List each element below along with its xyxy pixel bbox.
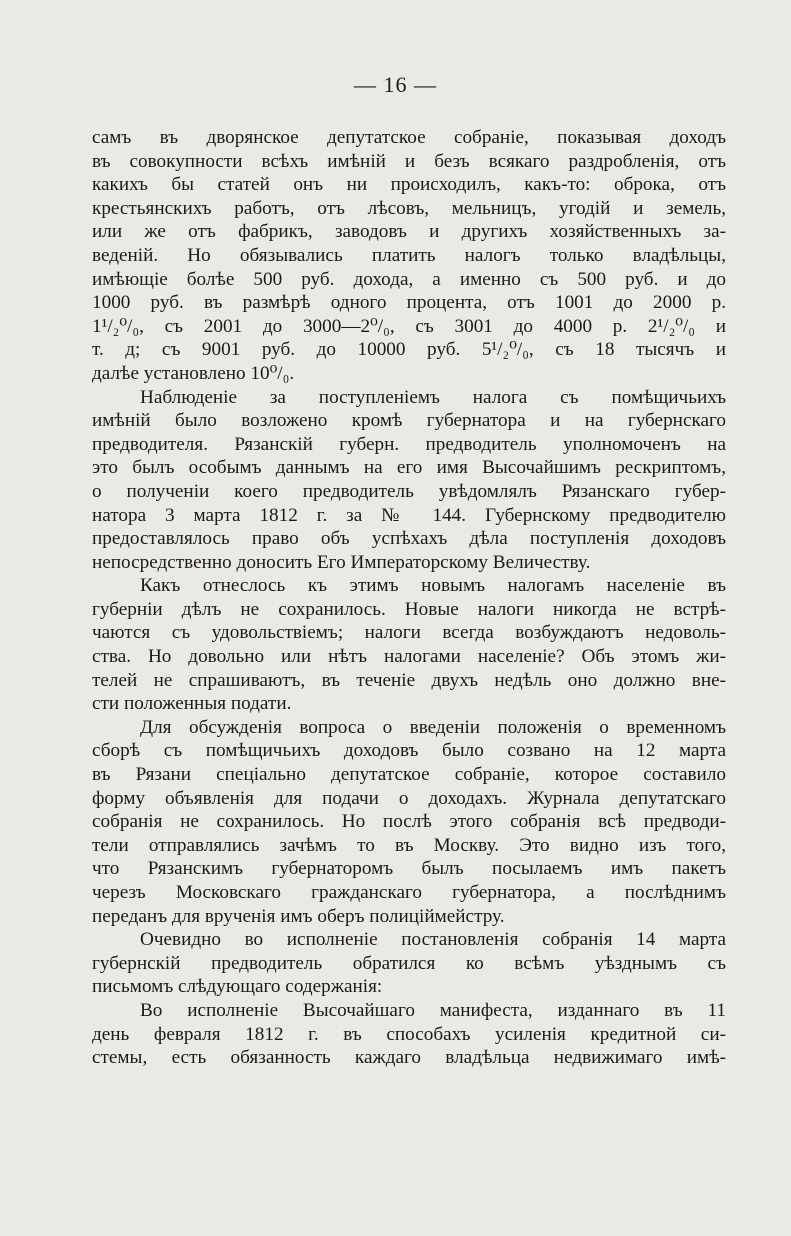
text-line: въ Рязани спеціально депутатское собраніе, которое составило: [92, 764, 726, 786]
paragraph: [92, 928, 726, 999]
text-line: предводителя. Рязанскій губерн. предводитель уполномоченъ на: [92, 433, 726, 455]
text-line: имѣющіе болѣе 500 руб. дохода, а именно съ 500 руб. и до: [92, 268, 726, 290]
paragraph: [92, 716, 726, 928]
text-line: тели отправлялись зачѣмъ то въ Москву. Это видно изъ того,: [92, 834, 726, 856]
text-line: форму объявленія для подачи о доходахъ. Журнала депутатскаго: [92, 787, 726, 809]
text-line: т. д; съ 9001 руб. до 10000 руб. 5¹/₂⁰/₀, съ 18 тысячъ и: [92, 339, 726, 361]
text-line: губернскій предводитель обратился ко всѣмъ уѣзднымъ съ: [92, 952, 726, 974]
text-line: сти положенныя подати.: [92, 693, 292, 715]
text-line: веденій. Но обязывались платить налогъ только владѣльцы,: [92, 244, 726, 266]
text-line: имѣній было возложено кромѣ губернатора и на губернскаго: [92, 410, 726, 432]
paragraph: [92, 999, 726, 1070]
text-line: 1¹/₂⁰/₀, съ 2001 до 3000—2⁰/₀, съ 3001 до 4000 р. 2¹/₂⁰/₀ и: [92, 315, 726, 337]
text-line: предоставлялось право объ успѣхахъ дѣла поступленія доходовъ: [92, 528, 726, 550]
text-line: губерніи дѣлъ не сохранилось. Новые налоги никогда не встрѣ-: [92, 598, 726, 620]
text-line: Наблюденіе за поступленіемъ налога съ помѣщичьихъ: [140, 386, 726, 408]
text-line: самъ въ дворянское депутатское собраніе, показывая доходъ: [92, 127, 726, 148]
body-text: [92, 126, 726, 1070]
text-line: это былъ особымъ даннымъ на его имя Высочайшимъ рескриптомъ,: [92, 457, 726, 479]
text-line: крестьянскихъ работъ, отъ лѣсовъ, мельницъ, угодій и земель,: [92, 197, 726, 219]
text-line: Для обсужденія вопроса о введеніи положенія о временномъ: [140, 716, 726, 738]
text-line: или же отъ фабрикъ, заводовъ и другихъ хозяйственныхъ за-: [92, 221, 726, 243]
text-line: стемы, есть обязанность каждаго владѣльца недвижимаго имѣ-: [92, 1047, 726, 1069]
text-line: черезъ Московскаго гражданскаго губернатора, а послѣднимъ: [92, 882, 726, 903]
text-line: Во исполненіе Высочайшаго манифеста, изданнаго въ 11: [140, 999, 726, 1021]
text-line: непосредственно доносить Его Императорскому Величеству.: [92, 551, 591, 573]
text-line: далѣе установлено 10⁰/₀.: [92, 362, 295, 384]
paragraph: [92, 126, 726, 386]
text-line: Какъ отнеслось къ этимъ новымъ налогамъ населеніе въ: [140, 575, 726, 597]
text-line: письмомъ слѣдующаго содержанія:: [92, 976, 383, 998]
text-line: сборѣ съ помѣщичьихъ доходовъ было созвано на 12 марта: [92, 740, 726, 762]
page-number: — 16 —: [354, 72, 437, 97]
text-line: какихъ бы статей онъ ни происходилъ, какъ-то: оброка, отъ: [92, 174, 726, 196]
text-line: ства. Но довольно или нѣтъ налогами населеніе? Объ этомъ жи-: [92, 646, 726, 668]
text-line: что Рязанскимъ губернаторомъ былъ посылаемъ имъ пакетъ: [92, 858, 726, 880]
text-line: Очевидно во исполненіе постановленія собранія 14 марта: [140, 929, 726, 951]
text-line: о полученіи коего предводитель увѣдомлялъ Рязанскаго губер-: [92, 480, 726, 502]
text-line: въ совокупности всѣхъ имѣній и безъ всякаго раздробленія, отъ: [92, 150, 726, 172]
text-line: 1000 руб. въ размѣрѣ одного процента, отъ 1001 до 2000 р.: [92, 292, 726, 314]
text-line: натора 3 марта 1812 г. за № 144. Губернскому предводителю: [92, 504, 726, 526]
text-line: переданъ для врученія имъ оберъ полиціймейстру.: [92, 905, 505, 927]
paragraph: [92, 574, 726, 716]
paragraph: [92, 386, 726, 575]
text-line: телей не спрашиваютъ, въ теченіе двухъ недѣль оно должно вне-: [92, 669, 726, 691]
text-line: собранія не сохранилось. Но послѣ этого собранія всѣ предводи-: [92, 811, 726, 833]
text-line: чаются съ удовольствіемъ; налоги всегда возбуждаютъ недоволь-: [92, 622, 726, 644]
text-line: день февраля 1812 г. въ способахъ усиленія кредитной си-: [92, 1023, 726, 1045]
